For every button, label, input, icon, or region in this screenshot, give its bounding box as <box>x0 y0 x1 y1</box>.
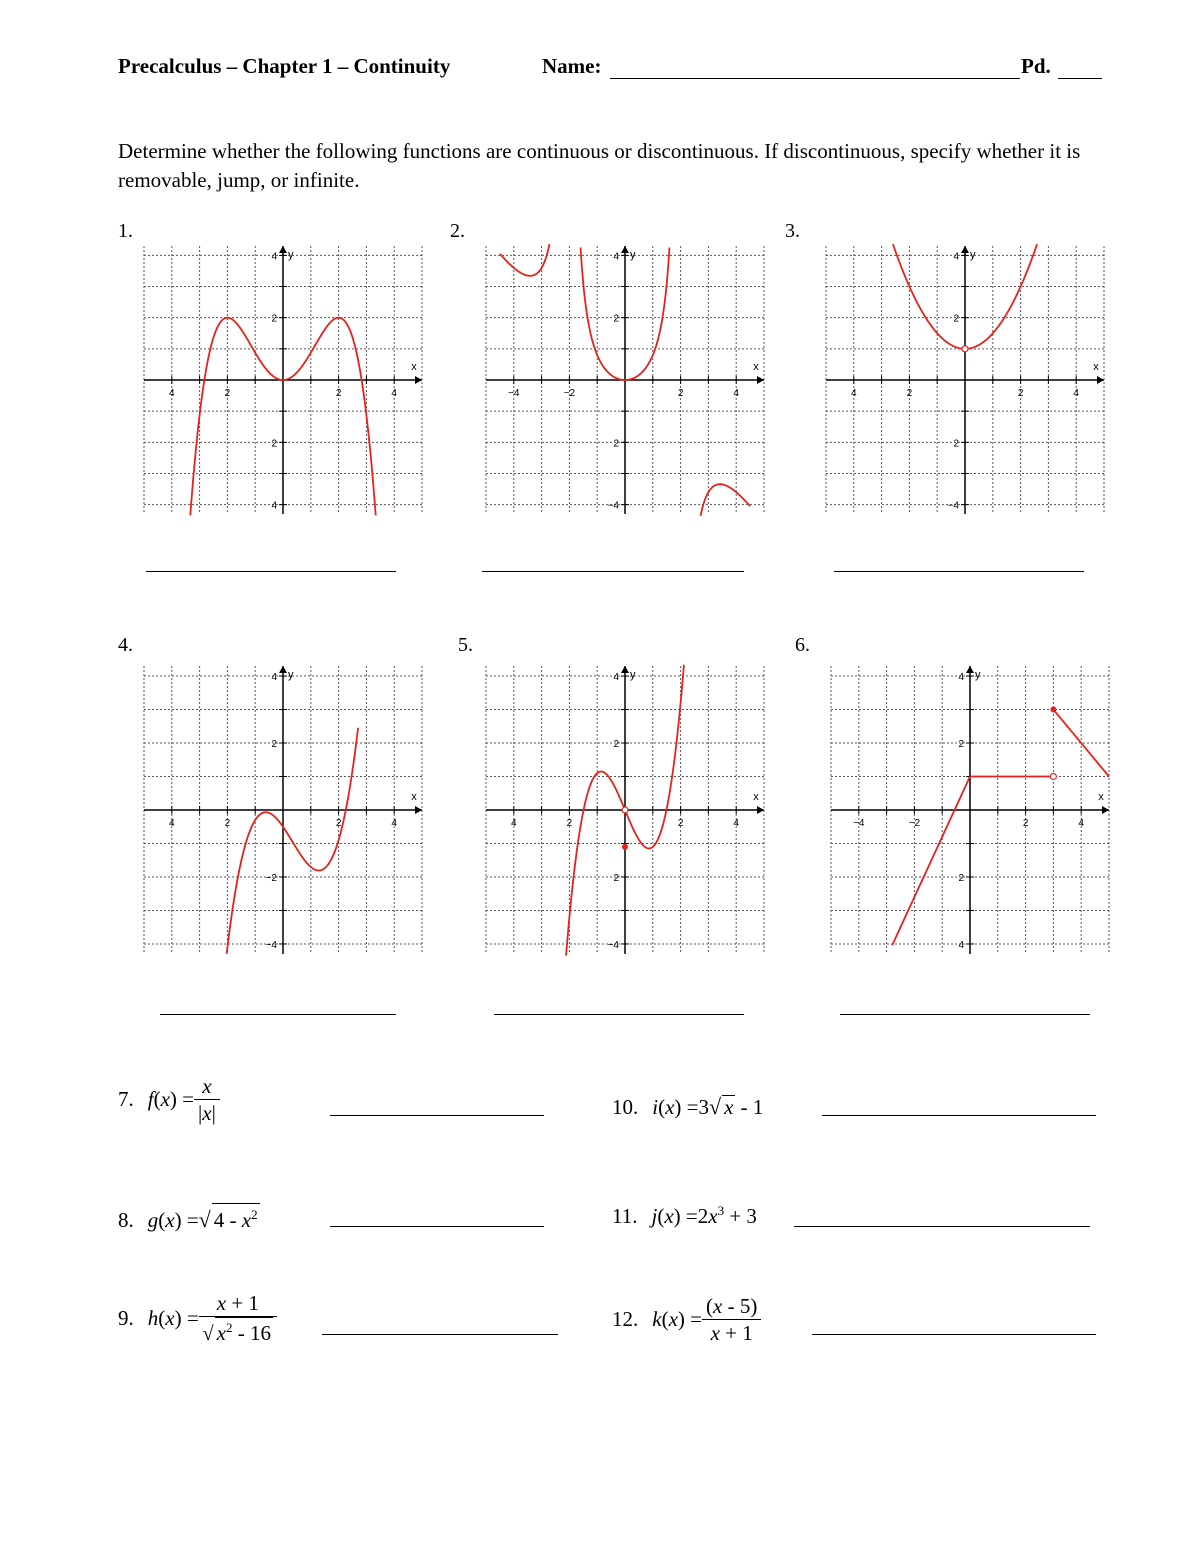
problem-number: 10. <box>612 1095 639 1119</box>
worksheet-title: Precalculus – Chapter 1 – Continuity <box>118 54 451 78</box>
x-axis-label: x <box>753 361 759 373</box>
equation-7: 7. f(x) = $\frac{x}{|x|}$ <box>118 1073 220 1126</box>
y-tick-label: 4 <box>958 672 964 684</box>
x-axis-arrow <box>415 376 422 384</box>
y-tick-label: −4 <box>607 500 619 512</box>
equation-12: 12. k(x) = $\frac{(x - 5)}{x + 1}$ <box>612 1293 761 1346</box>
y-axis-label: y <box>975 669 981 681</box>
x-axis-label: x <box>411 361 417 373</box>
y-tick-label: 2 <box>613 739 619 751</box>
y-axis-label: y <box>630 249 636 261</box>
equation-11: 11. $j(x) =2x^3 + 3$ <box>612 1203 757 1228</box>
open-point <box>1050 774 1056 780</box>
equation-10: 10. i(x) =3√ x - 1 <box>612 1094 764 1119</box>
x-tick-label: 4 <box>169 388 175 399</box>
curve-line <box>892 777 970 946</box>
y-tick-label: 2 <box>953 438 959 450</box>
x-tick-label: 2 <box>335 388 342 399</box>
answer-line-8[interactable] <box>330 1226 544 1227</box>
open-point <box>962 346 968 352</box>
y-tick-label: −4 <box>607 939 619 951</box>
answer-line-6[interactable] <box>840 1014 1090 1015</box>
graph-6 <box>825 660 1115 960</box>
x-axis-label: x <box>753 791 759 803</box>
closed-point <box>1050 707 1056 713</box>
closed-point <box>622 844 628 850</box>
x-tick-label: 4 <box>169 818 175 829</box>
x-tick-label: 4 <box>1078 818 1084 829</box>
problem-number: 9. <box>118 1306 134 1330</box>
x-tick-label: −2 <box>908 818 921 829</box>
x-tick-label: 4 <box>391 818 397 829</box>
x-tick-label: 4 <box>511 818 517 829</box>
y-axis-label: y <box>288 669 294 681</box>
y-axis-arrow <box>279 666 287 673</box>
problem-number: 12. <box>612 1307 639 1331</box>
graph-3 <box>820 240 1110 520</box>
x-tick-label: 2 <box>566 818 573 829</box>
x-tick-label: 4 <box>391 388 397 399</box>
x-axis-arrow <box>1102 806 1109 814</box>
problem-number: 3. <box>785 220 800 242</box>
name-field-line[interactable] <box>610 52 1020 79</box>
answer-line-11[interactable] <box>794 1226 1090 1227</box>
answer-line-4[interactable] <box>160 1014 396 1015</box>
answer-line-10[interactable] <box>822 1115 1096 1116</box>
x-tick-label: 2 <box>1022 818 1029 829</box>
x-tick-label: 2 <box>906 388 913 399</box>
x-axis-label: x <box>1093 361 1099 373</box>
problem-number: 11. <box>612 1204 638 1228</box>
answer-line-7[interactable] <box>330 1115 544 1116</box>
y-tick-label: 4 <box>613 672 619 684</box>
x-axis-label: x <box>411 791 417 803</box>
y-tick-label: 2 <box>958 739 964 751</box>
x-tick-label: 2 <box>224 818 231 829</box>
open-point <box>622 807 628 813</box>
problem-number: 5. <box>458 634 473 656</box>
equation-9: 9. h(x) = $\frac{x + 1}{√ x^2 - 16}$ <box>118 1290 277 1347</box>
answer-line-12[interactable] <box>812 1334 1096 1335</box>
y-tick-label: 2 <box>271 739 277 751</box>
y-axis-label: y <box>970 249 976 261</box>
x-tick-label: 2 <box>677 388 684 399</box>
problem-number: 1. <box>118 220 133 242</box>
y-tick-label: −2 <box>265 872 277 884</box>
x-axis-arrow <box>757 376 764 384</box>
y-axis-arrow <box>621 246 629 253</box>
y-tick-label: 2 <box>271 313 277 325</box>
graph-5 <box>480 660 770 960</box>
y-tick-label: 2 <box>271 438 277 450</box>
answer-line-5[interactable] <box>494 1014 744 1015</box>
y-axis-arrow <box>961 246 969 253</box>
y-tick-label: 4 <box>271 500 277 512</box>
answer-line-2[interactable] <box>482 571 744 572</box>
x-axis-arrow <box>757 806 764 814</box>
y-axis-arrow <box>621 666 629 673</box>
y-axis-arrow <box>279 246 287 253</box>
y-tick-label: 4 <box>271 251 277 263</box>
graph-2 <box>480 240 770 520</box>
x-axis-arrow <box>415 806 422 814</box>
graph-4 <box>138 660 428 960</box>
x-tick-label: 2 <box>224 388 231 399</box>
answer-line-9[interactable] <box>322 1334 558 1335</box>
x-tick-label: 4 <box>733 388 739 399</box>
x-tick-label: −4 <box>853 818 865 829</box>
y-tick-label: 2 <box>953 313 959 325</box>
x-axis-label: x <box>1098 791 1104 803</box>
y-tick-label: 2 <box>613 313 619 325</box>
y-tick-label: 4 <box>953 251 959 263</box>
instructions: Determine whether the following functions are continuous or discontinuous. If discontinuous, specify whether it is removable, jump, or infinite. <box>118 139 1081 192</box>
problem-number: 4. <box>118 634 133 656</box>
x-axis-arrow <box>1097 376 1104 384</box>
period-label: Pd. <box>1021 54 1051 78</box>
x-tick-label: 2 <box>1017 388 1024 399</box>
x-tick-label: 4 <box>1073 388 1079 399</box>
x-tick-label: 4 <box>851 388 857 399</box>
y-tick-label: 4 <box>271 672 277 684</box>
x-tick-label: −4 <box>508 388 520 399</box>
y-tick-label: 2 <box>958 872 964 884</box>
equation-8: 8. g(x) =√ $4 - x^2$ <box>118 1203 260 1233</box>
y-tick-label: 2 <box>613 872 619 884</box>
name-label: Name: <box>542 54 602 78</box>
answer-line-3[interactable] <box>834 571 1084 572</box>
y-axis-label: y <box>630 669 636 681</box>
x-tick-label: 4 <box>733 818 739 829</box>
y-tick-label: 4 <box>613 251 619 263</box>
answer-line-1[interactable] <box>146 571 396 572</box>
problem-number: 8. <box>118 1208 134 1232</box>
x-tick-label: 2 <box>677 818 684 829</box>
problem-number: 6. <box>795 634 810 656</box>
y-tick-label: −4 <box>265 939 277 951</box>
problem-number: 2. <box>450 220 465 242</box>
y-tick-label: −4 <box>947 500 959 512</box>
y-tick-label: 2 <box>613 438 619 450</box>
period-field-line[interactable] <box>1058 52 1102 79</box>
graph-1 <box>138 240 428 520</box>
y-axis-label: y <box>288 249 294 261</box>
x-tick-label: 2 <box>335 818 342 829</box>
problem-number: 7. <box>118 1087 134 1111</box>
y-axis-arrow <box>966 666 974 673</box>
x-tick-label: −2 <box>563 388 576 399</box>
y-tick-label: 4 <box>958 939 964 951</box>
